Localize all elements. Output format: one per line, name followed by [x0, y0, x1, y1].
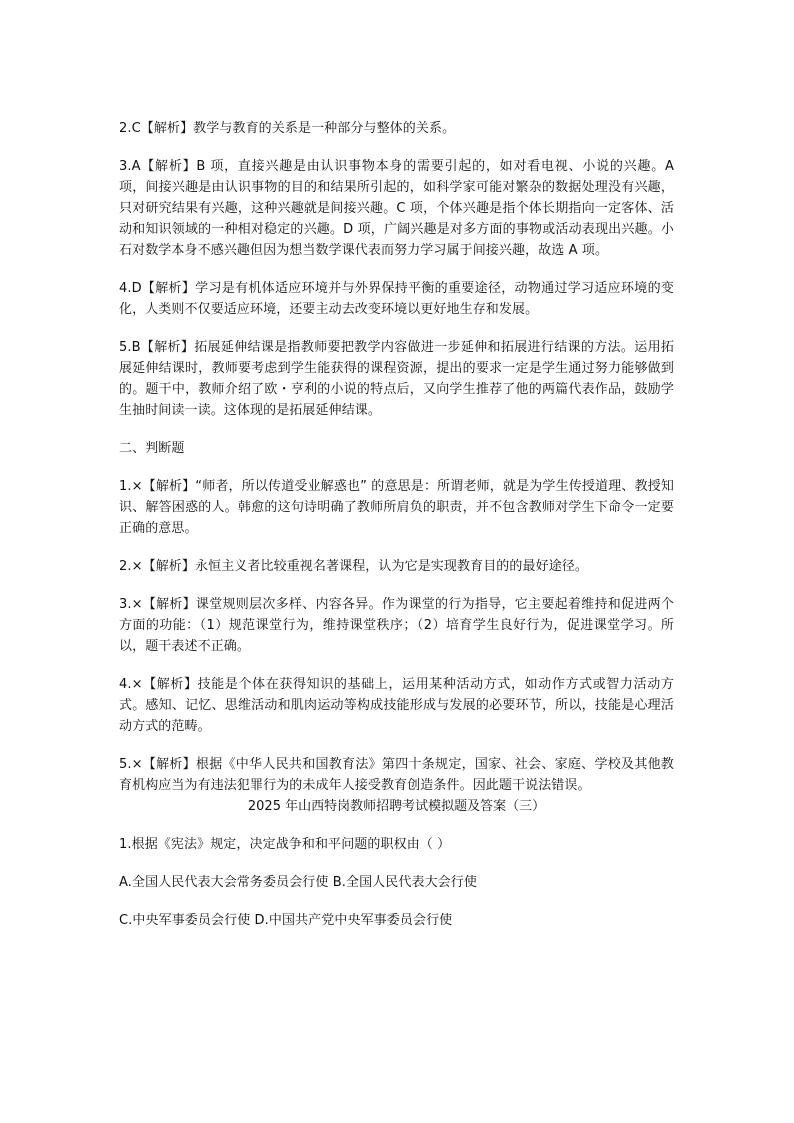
judgment-2: 2.×【解析】永恒主义者比较重视名著课程，认为它是实现教育目的的最好途径。: [119, 559, 588, 574]
exam-title: 2025 年山西特岗教师招聘考试模拟题及答案（三）: [247, 799, 546, 814]
judgment-3: 3.×【解析】课堂规则层次多样、内容各异。作为课堂的行为指导，它主要起着维持和促进两个方面的功能：（1）规范课堂行为，维持课堂秩序；（2）培育学生良好行为，促进课堂学习。所以，题干表述不正确。: [119, 597, 674, 654]
answer-2: 2.C【解析】教学与教育的关系是一种部分与整体的关系。: [119, 121, 456, 136]
answer-4: 4.D【解析】学习是有机体适应环境并与外界保持平衡的重要途径，动物通过学习适应环境的变化，人类则不仅要适应环境，还要主动去改变环境以更好地生存和发展。: [119, 281, 674, 317]
section-heading: 二、判断题: [119, 441, 185, 456]
document-page: [119, 118, 674, 948]
question-1: 1.根据《宪法》规定，决定战争和和平问题的职权由（ ）: [119, 837, 451, 852]
option-line-cd: C.中央军事委员会行使 D.中国共产党中央军事委员会行使: [119, 913, 453, 928]
option-line-ab: A.全国人民代表大会常务委员会行使 B.全国人民代表大会行使: [119, 875, 477, 890]
judgment-1: 1.×【解析】“师者，所以传道受业解惑也” 的意思是：所谓老师，就是为学生传授道理、教授知识、解答困惑的人。韩愈的这句诗明确了教师所肩负的职责，并不包含教师对学生下命令一定要正确的意思。: [119, 479, 674, 536]
judgment-5: 5.×【解析】根据《中华人民共和国教育法》第四十条规定，国家、社会、家庭、学校及其他教育机构应当为有违法犯罪行为的未成年人接受教育创造条件。因此题干说法错误。: [119, 757, 674, 793]
answer-3: 3.A【解析】B 项，直接兴趣是由认识事物本身的需要引起的，如对看电视、小说的兴趣。A 项，间接兴趣是由认识事物的目的和结果所引起的，如科学家可能对繁杂的数据处理没有兴趣，只对研究结果有兴趣，这种兴趣就是间接兴趣。C 项，个体兴趣是指个体长期指向一定客体、活动和知识领域的一种相对稳定的兴趣。D 项，广阔兴趣是对多方面的事物或活动表现出兴趣。小石对数学本身不感兴趣但因为想当数学课代表而努力学习属于间接兴趣，故选 A 项。: [119, 159, 674, 258]
judgment-4: 4.×【解析】技能是个体在获得知识的基础上，运用某种活动方式，如动作方式或智力活动方式。感知、记忆、思维活动和肌肉运动等构成技能形成与发展的必要环节，所以，技能是心理活动方式的范畴。: [119, 677, 674, 734]
answer-5: 5.B【解析】拓展延伸结课是指教师要把教学内容做进一步延伸和拓展进行结课的方法。运用拓展延伸结课时，教师要考虑到学生能获得的课程资源，提出的要求一定是学生通过努力能够做到的。题干中，教师介绍了欧・亨利的小说的特点后，又向学生推荐了他的两篇代表作品，鼓励学生抽时间读一读。这体现的是拓展延伸结课。: [119, 340, 674, 418]
